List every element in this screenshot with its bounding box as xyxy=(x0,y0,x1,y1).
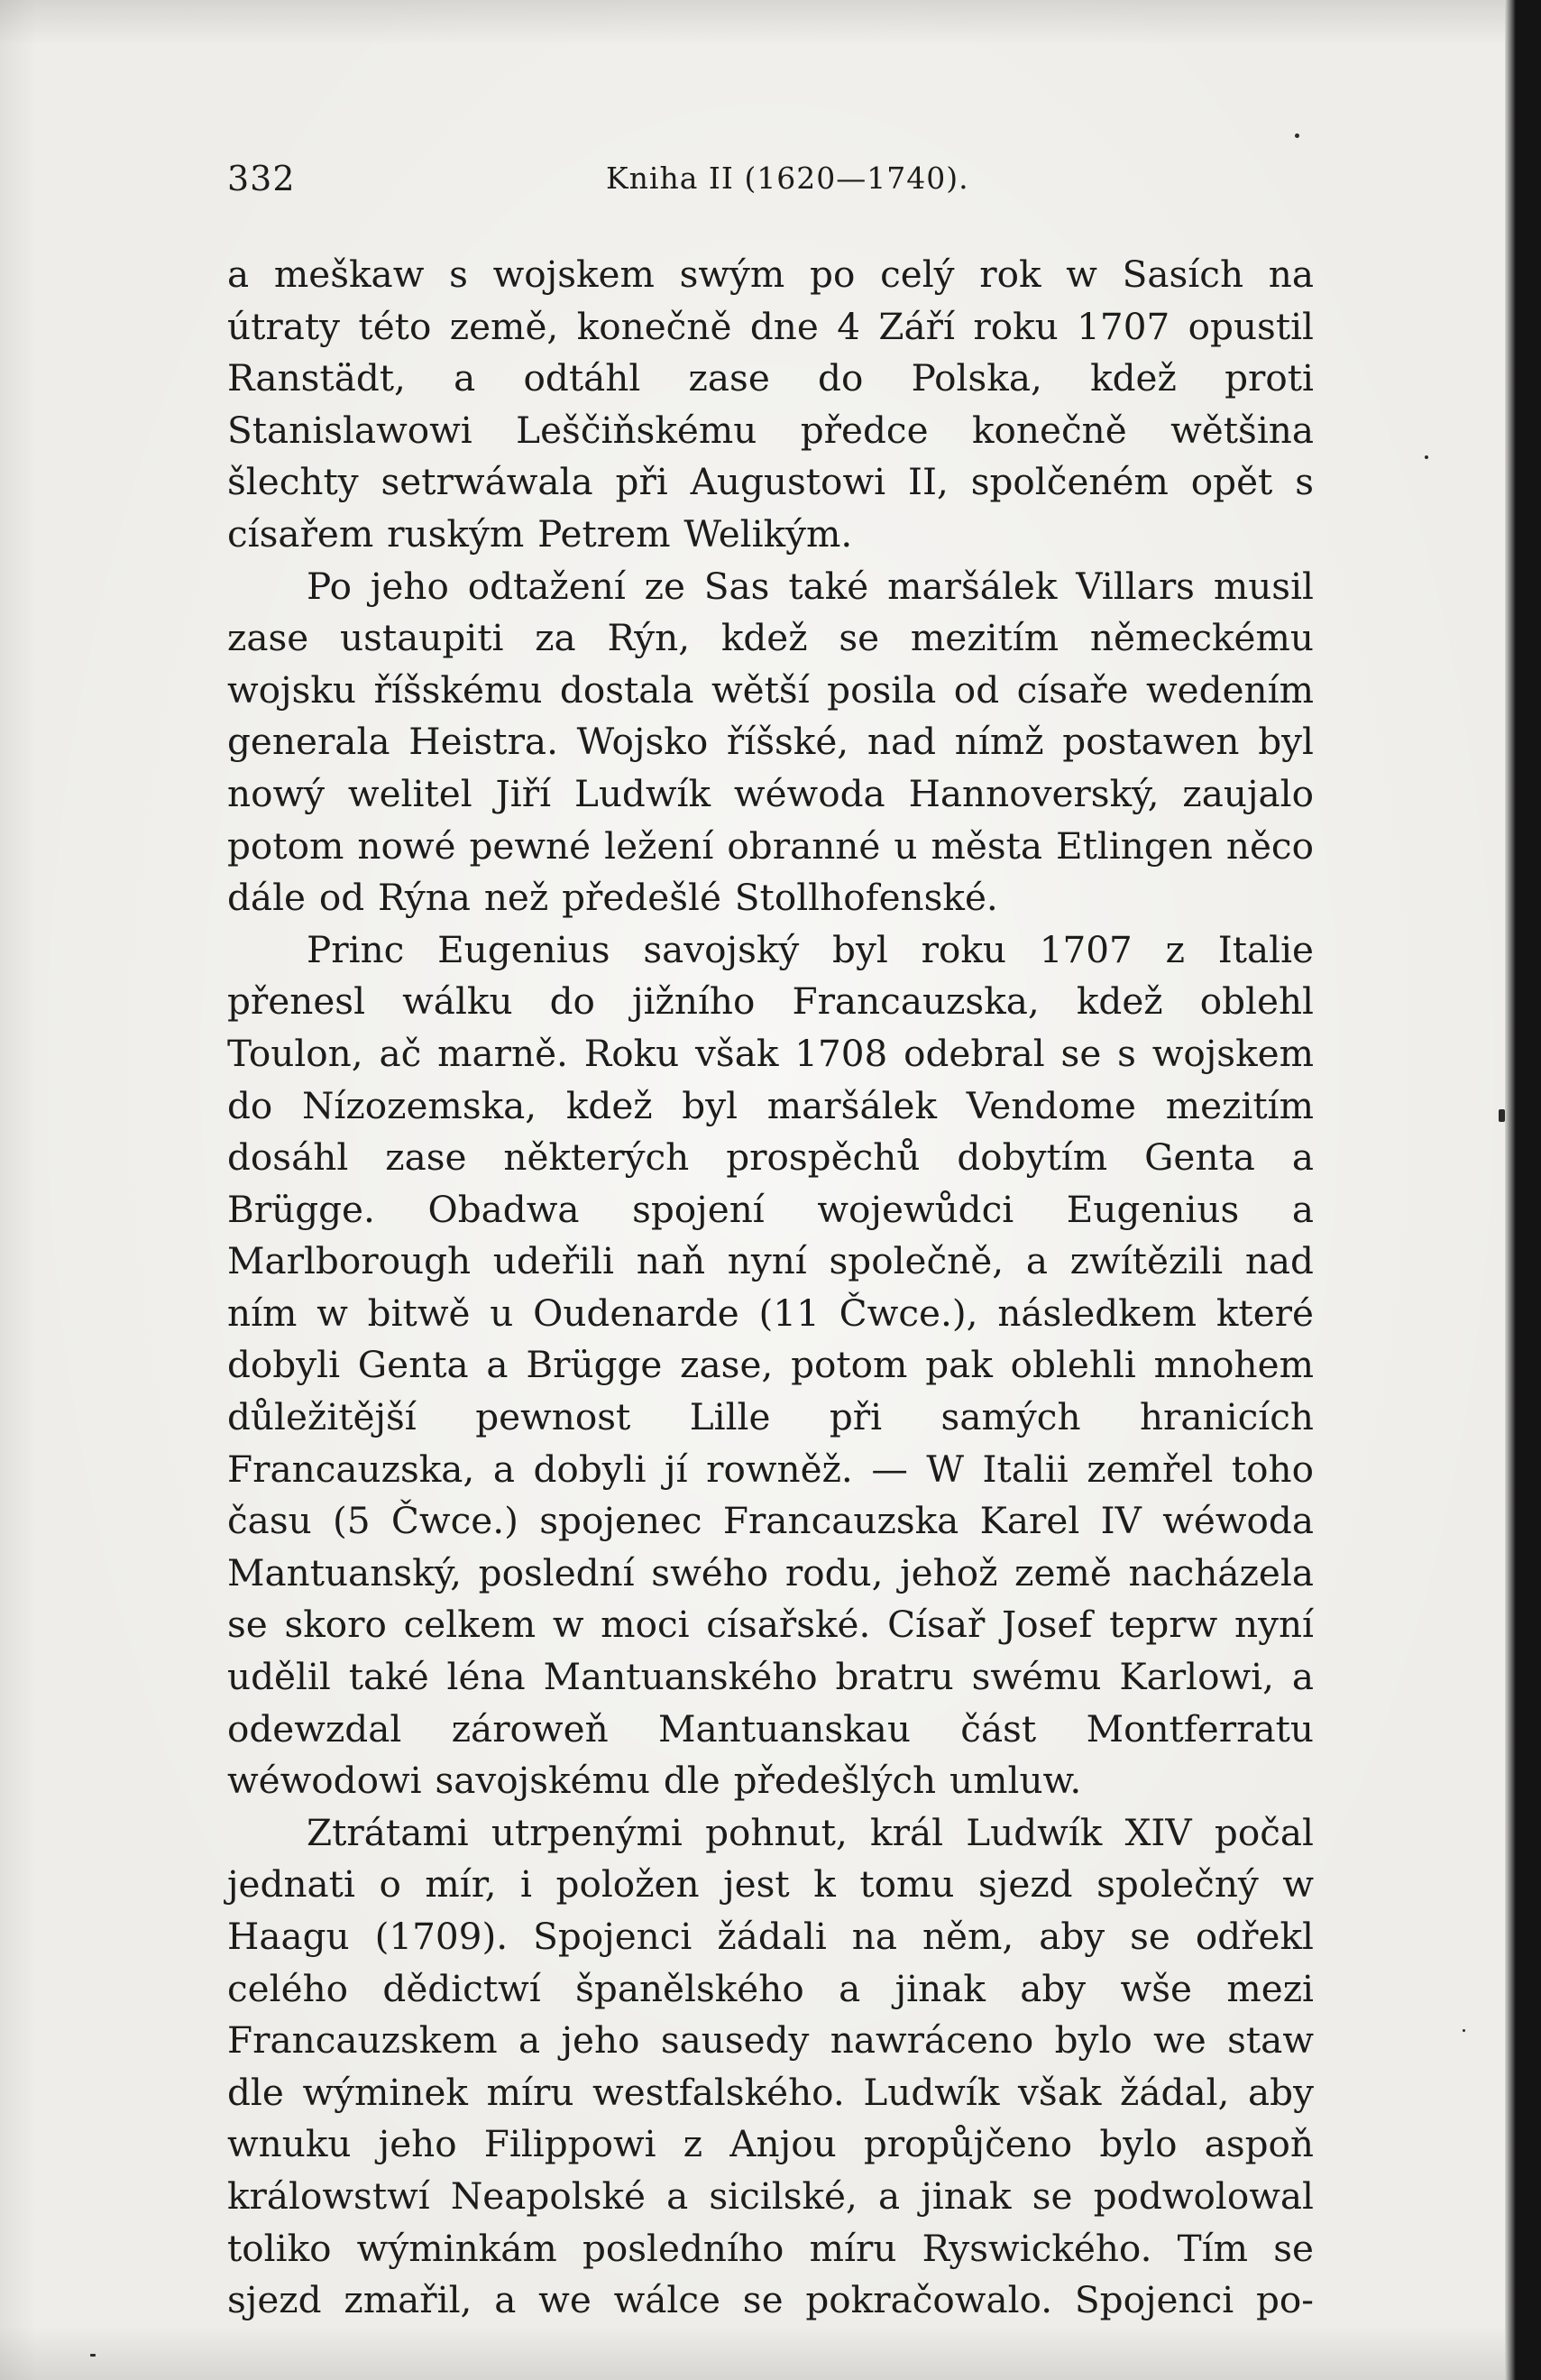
scan-speck xyxy=(1425,455,1428,459)
right-scan-edge xyxy=(1505,0,1541,2380)
paragraph: a meškaw s wojskem swým po celý rok w Sasích na útraty této země, konečně dne 4 Září roku 1707 opustil Ranstädt, a odtáhl zase do Polska, kdež proti Stanislawowi Leščiňskému předce konečně wětšina šlechty setrwáwala při Augustowi II, spolčeném opět s císařem ruským Petrem Welikým. xyxy=(227,253,1314,556)
paragraph: Princ Eugenius savojský byl roku 1707 z Italie přenesl wálku do jižního Francauzska, kdež oblehl Toulon, ač marně. Roku však 1708 odebral se s wojskem do Nízozemska, kdež byl maršálek Vendome mezitím dosáhl zase některých prospěchů dobytím Genta a Brügge. Obadwa spojení wojewůdci Eugenius a Marlborough udeřili naň nyní společně, a zwítězili nad ním w bitwě u Oudenarde (11 Čwce.), následkem které dobyli Genta a Brügge zase, potom pak oblehli mnohem důležitější pewnost Lille při samých hranicích Francauzska, a dobyli jí rowněž. — W Italii zemřel toho času (5 Čwce.) spojenec Francauzska Karel IV wéwoda Mantuanský, poslední swého rodu, jehož země nacházela se skoro celkem w moci císařské. Císař Josef teprw nyní udělil také léna Mantuanského bratru swému Karlowi, a odewzdal zároweň Mantuanskau část Montferratu wéwodowi savojskému dle předešlých umluw. xyxy=(227,927,1314,1803)
scan-speck xyxy=(90,2354,96,2357)
scan-speck xyxy=(1499,1109,1505,1122)
top-scan-shadow xyxy=(0,0,1505,45)
left-scan-shadow xyxy=(0,0,36,2380)
page-header xyxy=(227,159,1314,213)
body-text xyxy=(227,249,1314,2327)
page-number: 332 xyxy=(227,159,296,198)
scan-speck xyxy=(1295,133,1299,138)
running-head: Kniha II (1620—1740). xyxy=(606,161,969,196)
scan-speck xyxy=(1463,2029,1465,2032)
paragraph: Po jeho odtažení ze Sas také maršálek Villars musil zase ustaupiti za Rýn, kdež se mezitím německému wojsku říšskému dostala wětší posila od císaře wedením generala Heistra. Wojsko říšské, nad nímž postawen byl nowý welitel Jiří Ludwík wéwoda Hannoverský, zaujalo potom nowé pewné ležení obranné u města Etlingen něco dále od Rýna než předešlé Stollhofenské. xyxy=(227,564,1314,920)
bottom-scan-shadow xyxy=(0,2326,1505,2380)
paragraph: Ztrátami utrpenými pohnut, král Ludwík XIV počal jednati o mír, i položen jest k tomu sjezd společný w Haagu (1709). Spojenci žádali na něm, aby se odřekl celého dědictwí španělského a jinak aby wše mezi Francauzskem a jeho sausedy nawráceno bylo we staw dle wýminek míru westfalského. Ludwík však žádal, aby wnuku jeho Filippowi z Anjou propůjčeno bylo aspoň králowstwí Neapolské a sicilské, a jinak se podwolowal toliko wýminkám posledního míru Ryswického. Tím se sjezd zmařil, a we wálce se pokračowalo. Spojenci po- xyxy=(227,1810,1314,2322)
